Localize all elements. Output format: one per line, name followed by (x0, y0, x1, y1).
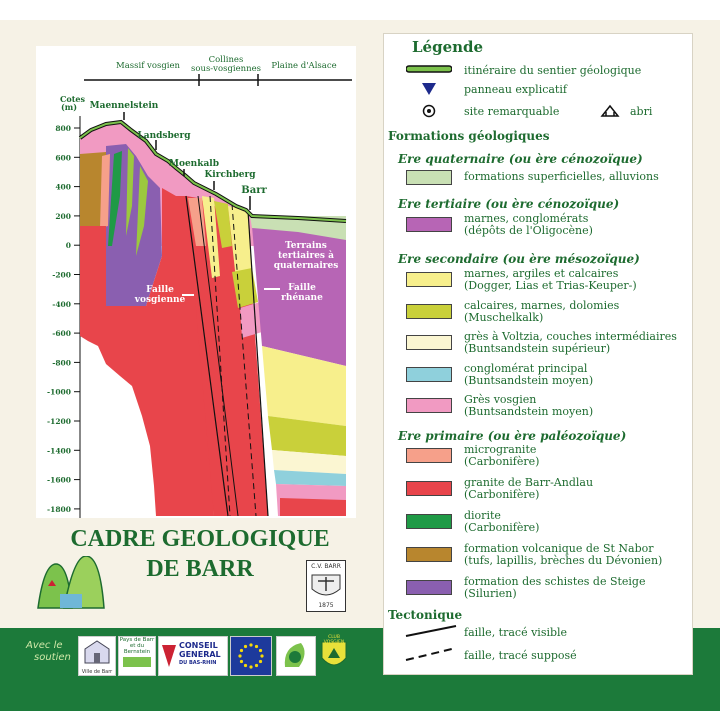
legend-label (464, 543, 662, 567)
peak-label-3: Moenkalb (168, 159, 220, 169)
peak-label-1: Maennelstein (89, 101, 159, 111)
legend-swatch (406, 481, 452, 496)
axis-tick-label: -1000 (47, 387, 71, 397)
faille-suppose-line (406, 648, 456, 660)
panneau-triangle-icon (422, 83, 436, 95)
cross-section-diagram (36, 46, 356, 518)
title-line-2: DE BARR (146, 556, 254, 582)
legend-label-l1: marnes, argiles et calcaires (464, 267, 619, 280)
label-tertiaire (464, 213, 593, 237)
legend-label (464, 331, 677, 355)
legend-label-l2: (Carbonifère) (464, 455, 540, 468)
legend-faille-visible: faille, tracé visible (464, 626, 568, 639)
legend-swatch (406, 304, 452, 319)
eu-star (260, 654, 263, 657)
eu-star (244, 645, 247, 648)
axis-tick-label: -800 (52, 358, 71, 368)
faille-visible-line (406, 626, 456, 636)
legend-label (464, 394, 593, 418)
abri-roof (602, 106, 618, 116)
legend-label-l2: (Carbonifère) (464, 521, 540, 534)
axis-tick-label: -1400 (47, 446, 71, 456)
legend-label-l1: grès à Voltzia, couches intermédiaires (464, 330, 677, 343)
sentier-logo (34, 556, 106, 612)
axis-tick-label: -400 (52, 299, 71, 309)
legend-label-l2: (Buntsandstein moyen) (464, 373, 594, 387)
peak-label-4: Kirchberg (204, 170, 256, 180)
legend-faille-suppose: faille, tracé supposé (464, 649, 577, 662)
title-line-1: CADRE GEOLOGIQUE (70, 526, 330, 552)
peak-label-5: Barr (241, 185, 267, 196)
legend-panel (383, 33, 693, 675)
axis-ticks (47, 116, 80, 518)
legend-swatch (406, 335, 452, 350)
legend-label-l2: (Dogger, Lias et Trias-Keuper-) (464, 279, 637, 292)
faille-rhenane-label-2: rhénane (281, 293, 323, 303)
region-label-2b: sous-vosgiennes (190, 64, 262, 74)
panneau-triangle (422, 83, 436, 95)
legend-swatch (406, 547, 452, 562)
eu-star (238, 654, 241, 657)
legend-label-l2: (Silurien) (464, 587, 517, 600)
legend-label-l1: granite de Barr-Andlau (464, 476, 594, 489)
legend-label-l1: microgranite (464, 443, 537, 456)
era-quaternaire: Ere quaternaire (ou ère cénozoïque) (398, 152, 643, 166)
route-line-icon (406, 64, 452, 74)
axis-tick-label: 600 (55, 153, 71, 163)
eu-star (249, 643, 252, 646)
club-label: CLUB VOSGIEN (323, 635, 345, 645)
legend-abri: abri (630, 105, 653, 118)
legend-title: Légende (412, 38, 484, 56)
axis-title-2: (m) (61, 102, 78, 112)
axis-tick-label: -600 (52, 329, 71, 339)
legend-swatch (406, 514, 452, 529)
layer-granite-basin (280, 498, 346, 516)
faille-vosgienne-label-1: Faille (146, 285, 174, 295)
site-remarquable-icon (422, 104, 436, 118)
legend-label (464, 576, 645, 600)
leader-dot (289, 651, 301, 663)
logo-club-vosgien (318, 636, 350, 674)
abri-icon (600, 102, 620, 118)
pays-graphic (123, 657, 151, 667)
pays-line-1: Pays de Barr (119, 637, 155, 643)
legend-label (464, 477, 593, 501)
cv-barr-emblem (308, 571, 344, 601)
pays-line-2: et du (129, 643, 145, 649)
era-secondaire: Ere secondaire (ou ère mésozoïque) (398, 252, 640, 266)
terrains-label-1: Terrains (285, 241, 327, 251)
axis-tick-label: 400 (55, 182, 71, 192)
cg-line-1: CONSEIL (179, 641, 218, 650)
cg-line-3: DU BAS-RHIN (179, 660, 217, 666)
legend-label-l1: calcaires, marnes, dolomies (464, 298, 620, 312)
axis-tick-label: 200 (55, 211, 71, 221)
label-tertiaire-l1: marnes, conglomérats (464, 212, 589, 225)
legend-itineraire: itinéraire du sentier géologique (464, 64, 642, 77)
faille-vosgienne-label-2: vosgienne (134, 295, 186, 305)
swatch-tertiaire (406, 217, 452, 232)
logo-leader (276, 636, 316, 676)
legend-label-l2: (Buntsandstein moyen) (464, 405, 594, 418)
legend-label-l1: formation des schistes de Steige (464, 575, 646, 588)
legend-label-l1: diorite (464, 509, 501, 522)
legend-label (464, 300, 619, 324)
legend-label (464, 510, 539, 534)
legend-panneau: panneau explicatif (464, 83, 567, 96)
eu-star (244, 664, 247, 667)
legend-label-l2: (Buntsandstein supérieur) (464, 342, 611, 355)
cv-barr-label: C.V. BARR (311, 563, 341, 570)
faille-visible-icon (404, 624, 458, 638)
legend-formations-title: Formations géologiques (388, 129, 550, 143)
layer-gres-fault-2 (240, 302, 262, 338)
ville-building-icon (79, 637, 115, 665)
ville-door (94, 653, 100, 663)
legend-label-l2: (Carbonifère) (464, 488, 540, 501)
legend-label-l1: formation volcanique de St Nabor (464, 542, 654, 555)
leader-label: LEADER+ (275, 643, 281, 668)
eu-star (259, 649, 262, 652)
label-quaternaire: formations superficielles, alluvions (464, 170, 659, 183)
cv-barr-year: 1875 (318, 602, 334, 609)
legend-label (464, 363, 593, 387)
terrains-label-2: tertiaires à (278, 251, 334, 261)
axis-tick-label: -1800 (47, 504, 71, 514)
legend-label (464, 268, 637, 292)
axis-tick-label: -200 (52, 270, 71, 280)
eu-star (259, 660, 262, 663)
region-label-2a: Collines (208, 55, 244, 65)
legend-label-l2: (Muschelkalk) (464, 310, 544, 324)
axis-tick-label: 800 (55, 124, 71, 133)
legend-swatch (406, 272, 452, 287)
era-primaire: Ere primaire (ou ère paléozoïque) (398, 429, 627, 443)
terrains-label-3: quaternaires (273, 261, 339, 271)
legend-swatch (406, 367, 452, 382)
axis-tick-label: 0 (65, 241, 71, 251)
axis-tick-label: -1200 (47, 417, 71, 426)
eu-star (255, 664, 258, 667)
faille-suppose-icon (404, 646, 458, 662)
logo-pays-de-barr (118, 636, 156, 676)
logo-conseil-general (158, 636, 228, 676)
logo-ville-de-barr (78, 636, 116, 676)
legend-label-l1: Grès vosgien (464, 393, 537, 406)
legend-swatch (406, 580, 452, 595)
pays-line-3: Bernstein (123, 649, 151, 655)
eu-star (255, 645, 258, 648)
legend-site: site remarquable (464, 105, 560, 118)
legend-label-l2: (tufs, lapillis, brèches du Dévonien) (464, 554, 663, 567)
eu-star (240, 660, 243, 663)
cross-section-panel (36, 46, 356, 518)
support-line-2: soutien (34, 652, 71, 663)
eu-stars-icon (231, 637, 271, 675)
label-tertiaire-l2: (dépôts de l'Oligocène) (464, 224, 593, 237)
cg-line-2: GENERAL (179, 650, 221, 659)
legend-label-l1: conglomérat principal (464, 361, 588, 375)
region-label-3: Plaine d'Alsace (271, 61, 337, 71)
region-label-1: Massif vosgien (115, 61, 181, 71)
axis-title-1: Cotes (60, 94, 85, 104)
legend-swatch (406, 448, 452, 463)
peak-label-2: Landsberg (137, 131, 191, 141)
era-tertiaire: Ere tertiaire (ou ère cénozoïque) (398, 197, 620, 211)
cv-barr-logo (306, 560, 346, 612)
swatch-quaternaire (406, 170, 452, 185)
legend-tectonique-title: Tectonique (388, 608, 463, 622)
route-swatch (406, 66, 452, 72)
support-line-1: Avec le (26, 640, 63, 651)
logo-water (60, 594, 82, 608)
legend-swatch (406, 398, 452, 413)
support-text (26, 640, 71, 664)
eu-star (249, 665, 252, 668)
site-dot (427, 109, 431, 113)
axis-tick-label: -1600 (47, 475, 71, 485)
top-band (0, 0, 720, 20)
ville-label: Ville de Barr (81, 669, 113, 675)
leader-icon (277, 637, 315, 675)
logo-europe (230, 636, 272, 676)
cg-v-icon (162, 645, 176, 667)
legend-label (464, 444, 539, 468)
eu-star (240, 649, 243, 652)
faille-rhenane-label-1: Faille (288, 283, 316, 293)
